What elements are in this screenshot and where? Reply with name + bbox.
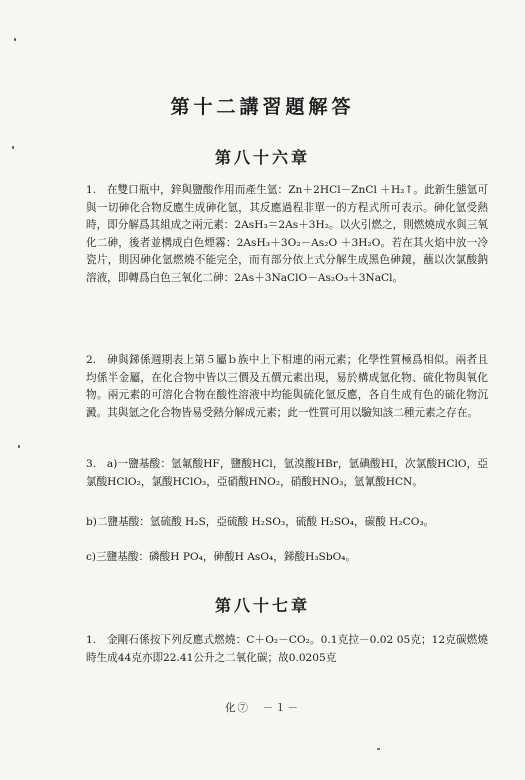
scan-speck [377, 748, 380, 750]
chapter-heading-86: 第八十六章 [214, 148, 310, 167]
page-footer: 化⑦ －１－ [225, 702, 300, 714]
paragraph-87-1: 1. 金剛石係按下列反應式燃燒：C＋O₂－CO₂。0.1克拉－0.02 05克；12克碳燃燒時生成44克亦即22.41公升之二氧化碳；故0.0205克 [86, 634, 488, 664]
paragraph-86-3c: c)三鹽基酸：磷酸H PO₄，砷酸H AsO₄，銻酸H₃SbO₄。 [86, 551, 357, 563]
chapter-heading-87: 第八十七章 [214, 596, 310, 615]
page-title: 第十二講習題解答 [170, 96, 355, 118]
paragraph-86-2: 2. 砷與銻係週期表上第５屬ｂ族中上下相連的兩元素；化學性質極爲相似。兩者且均係半金屬，在化合物中皆以三價及五價元素出現，易於構成氫化物、硫化物與氧化物。兩元素的可溶化合物在酸性溶液中均能與硫化氫反應，各自生成有色的硫化物沉澱。其與氫之化合物皆易受熱分解成元素；此一性質可用以驗知該二種元素之存在。 [86, 354, 488, 419]
margin-mark [14, 38, 16, 41]
paragraph-86-3b: b)二鹽基酸：氫硫酸 H₂S，亞硫酸 H₂SO₃，硫酸 H₂SO₄，碳酸 H₂CO₃。 [86, 516, 435, 528]
paragraph-86-1: 1. 在雙口瓶中，鋅與鹽酸作用而產生氫：Zn＋2HCl－ZnCl ＋H₂↑。此新生態氫可與一切砷化合物反應生成砷化氫，其反應過程非單一的方程式所可表示。砷化氫受熱時，即分解爲其組成之兩元素：2AsH₃＝2As＋3H₂。以火引燃之，則燃燒成水與三氧化二砷，後者並構成白色煙霧：2AsH₃＋3O₂－As₂O ＋3H₂O。若在其火焰中放一冷瓷片，則因砷化氫燃燒不能完全，而有部分依上式分解生成黑色砷鏡，蘸以次氯酸鈉溶液，即轉爲白色三氧化二砷：2As＋3NaClO－As₂O₃＋3NaCl。 [86, 184, 488, 284]
paragraph-86-3a: 3. a)一鹽基酸：氫氟酸HF，鹽酸HCl，氫溴酸HBr，氫碘酸HI，次氯酸HClO，亞氯酸HClO₂，氯酸HClO₃，亞硝酸HNO₂，硝酸HNO₃，氫氰酸HCN。 [86, 458, 488, 488]
margin-mark [18, 445, 20, 448]
